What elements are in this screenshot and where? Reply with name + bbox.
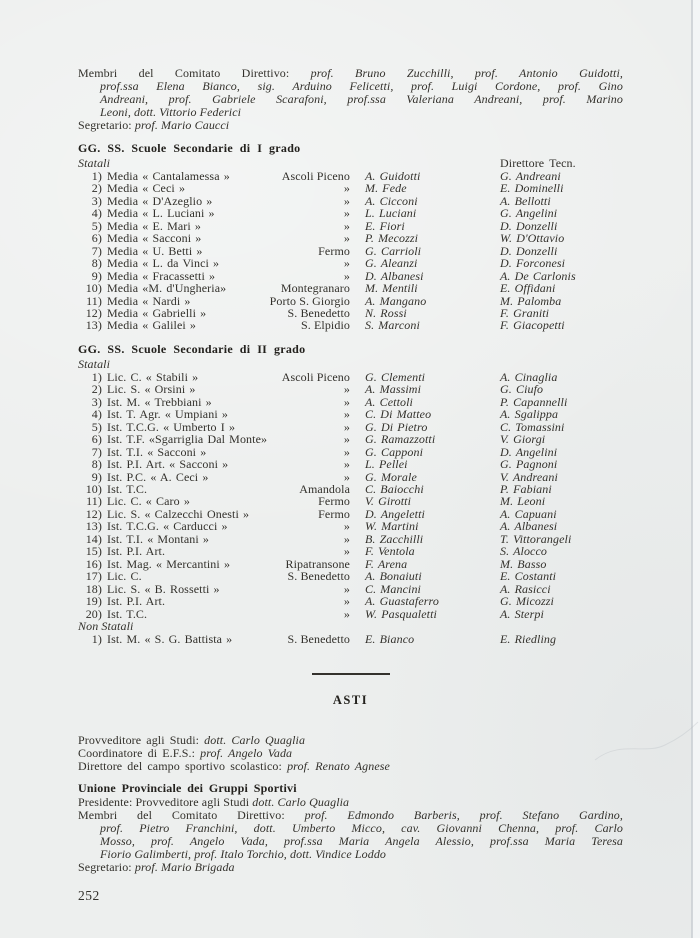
president-name: D. Albanesi	[365, 268, 424, 283]
line-names-text: prof. Edmondo Barberis, prof. Stefano Gardino,	[304, 808, 624, 823]
line-names-text: prof. Mario Brigada	[134, 860, 235, 875]
line-label-text: Segretario:	[78, 860, 135, 875]
director-name: P. Fabiani	[500, 481, 552, 496]
school-name: Lic. C. « Caro »	[107, 494, 190, 509]
subgroup-label: Statali	[78, 356, 111, 371]
president-name: W. Pasqualetti	[365, 606, 437, 621]
school-name: Media « Ceci »	[107, 181, 186, 196]
city-name: »	[343, 193, 350, 208]
official-name: prof. Renato Agnese	[287, 759, 390, 774]
city-name: »	[343, 394, 350, 409]
director-name: D. Donzelli	[500, 218, 558, 233]
director-name: C. Tomassini	[500, 419, 565, 434]
director-column-header: Direttore Tecn.	[500, 156, 576, 170]
director-name: E. Costanti	[500, 569, 557, 584]
city-name: Fermo	[318, 494, 350, 509]
city-name: »	[343, 268, 350, 283]
director-name: E. Offidani	[500, 281, 556, 296]
row-number: 1)	[91, 169, 102, 183]
line-label-text: Presidente: Provveditore agli Studi	[78, 795, 253, 810]
city-name: »	[343, 469, 350, 484]
president-name: C. Mancini	[365, 581, 421, 596]
director-name: W. D'Ottavio	[500, 231, 565, 246]
row-school-city	[102, 545, 350, 557]
page-content	[78, 67, 623, 902]
school-name: Ist. T.C.	[107, 606, 148, 621]
school-name: Media « Cantalamessa »	[107, 169, 230, 183]
director-name: A. De Carlonis	[500, 268, 576, 283]
director-name: D. Donzelli	[500, 243, 558, 258]
table-row	[78, 207, 623, 219]
city-name: S. Benedetto	[287, 305, 350, 320]
president-name: A. Guidotti	[365, 169, 421, 183]
president-name: L. Luciani	[365, 206, 417, 221]
director-name: G. Angelini	[500, 206, 558, 221]
row-number: 13)	[85, 519, 102, 534]
section2-non-statali-table	[78, 633, 623, 645]
line-names-text: prof. Pietro Franchini, dott. Umberto Micco, cav. Giovanni Chenna, prof. Carlo	[100, 821, 623, 836]
row-number: 11)	[86, 293, 102, 308]
row-number: 6)	[91, 231, 102, 246]
asti-officials	[78, 734, 623, 773]
city-name: »	[343, 432, 350, 447]
table-row	[78, 408, 623, 420]
director-name: A. Rasicci	[500, 581, 551, 596]
school-name: Media « E. Mari »	[107, 218, 202, 233]
school-name: Lic. C. « Stabili »	[107, 369, 199, 384]
school-name: Media « Galilei »	[107, 318, 197, 333]
line-names-text: prof.ssa Elena Bianco, sig. Arduino Felicetti, prof. Luigi Cordone, prof. Gino	[100, 79, 623, 93]
row-number: 7)	[91, 243, 102, 258]
city-name: »	[343, 444, 350, 459]
city-name: Amandola	[299, 481, 350, 496]
section2-title: GG. SS. Scuole Secondarie di II grado	[78, 341, 306, 356]
president-name: D. Angeletti	[365, 506, 425, 521]
director-name: E. Riedling	[500, 631, 557, 646]
table-row	[78, 545, 623, 557]
school-name: Media « Sacconi »	[107, 231, 202, 246]
director-name: A. Cinaglia	[500, 369, 558, 384]
school-name: Lic. S. « Calzecchi Onesti »	[107, 506, 250, 521]
school-name: Ist. T.C.G. « Umberto I »	[107, 419, 236, 434]
school-name: Ist. M. « Trebbiani »	[107, 394, 212, 409]
director-name: A. Bellotti	[500, 193, 551, 208]
school-name: Ist. T.C.G. « Carducci »	[107, 519, 228, 534]
city-name: Montegranaro	[280, 281, 350, 296]
school-name: Media «M. d'Ungheria»	[107, 281, 227, 296]
intro-paragraph	[78, 67, 623, 132]
director-name: D. Angelini	[500, 444, 558, 459]
line-names-text: dott. Carlo Quaglia	[252, 795, 350, 810]
official-name: prof. Angelo Vada	[200, 746, 293, 761]
asti-section-title: ASTI	[332, 693, 369, 708]
city-name: Fermo	[318, 506, 350, 521]
row-school-city	[102, 570, 350, 582]
row-school-city	[102, 495, 350, 507]
president-name: F. Ventola	[365, 544, 415, 559]
line-names-text: Mosso, prof. Angelo Vada, prof.ssa Maria Angela Alessio, prof.ssa Maria Teresa	[100, 834, 623, 849]
row-number: 16)	[85, 556, 102, 571]
section2-subheader	[78, 358, 623, 371]
director-name: A. Capuani	[500, 506, 557, 521]
school-name: Ist. T.I. « Montani »	[107, 531, 209, 546]
city-name: Ascoli Piceno	[281, 369, 350, 384]
city-name: »	[343, 218, 350, 233]
city-name: »	[343, 531, 350, 546]
president-name: G. Clementi	[365, 369, 426, 384]
row-number: 20)	[85, 606, 102, 621]
president-name: F. Arena	[365, 556, 408, 571]
row-school-city	[102, 520, 350, 532]
table-row	[78, 257, 623, 269]
city-name: S. Benedetto	[287, 569, 350, 584]
city-name: S. Elpidio	[300, 318, 350, 333]
school-name: Ist. P.I. Art.	[107, 544, 166, 559]
row-number: 3)	[91, 394, 102, 409]
city-name: »	[343, 419, 350, 434]
union-paragraph	[78, 796, 623, 874]
president-name: P. Mecozzi	[365, 231, 419, 246]
president-name: C. Baiocchi	[365, 481, 424, 496]
line-names-text: Leoni, dott. Vittorio Federici	[100, 105, 242, 119]
city-name: Ripatransone	[285, 556, 350, 571]
row-school-city	[102, 319, 350, 331]
president-name: G. Di Pietro	[365, 419, 428, 434]
school-name: Ist. P.I. Art. « Sacconi »	[107, 457, 229, 472]
president-name: A. Massimi	[365, 382, 421, 397]
school-name: Ist. T.C.	[107, 481, 148, 496]
school-name: Ist. T.F. «Sgarriglia Dal Monte»	[107, 432, 268, 447]
row-number: 12)	[85, 305, 102, 320]
row-number: 2)	[91, 382, 102, 397]
row-number: 1)	[91, 369, 102, 384]
president-name: L. Pellei	[365, 457, 408, 472]
president-name: W. Martini	[365, 519, 419, 534]
president-name: G. Aleanzi	[365, 256, 418, 271]
row-school-city	[102, 633, 350, 645]
row-number: 8)	[91, 457, 102, 472]
school-name: Media « L. Luciani »	[107, 206, 215, 221]
official-role: Direttore del campo sportivo scolastico:	[78, 759, 288, 774]
row-number: 12)	[85, 506, 102, 521]
city-name: »	[343, 457, 350, 472]
table-row	[78, 633, 623, 645]
director-name: M. Basso	[500, 556, 547, 571]
paragraph-line	[78, 119, 623, 132]
row-school-city	[102, 433, 350, 445]
table-row	[78, 433, 623, 445]
city-name: »	[343, 231, 350, 246]
president-name: C. Di Matteo	[365, 407, 432, 422]
official-role: Coordinatore di E.F.S.:	[78, 746, 201, 761]
president-name: B. Zacchilli	[365, 531, 424, 546]
city-name: Fermo	[318, 243, 350, 258]
official-line	[78, 760, 623, 773]
row-number: 9)	[91, 268, 102, 283]
director-name: G. Ciufo	[500, 382, 544, 397]
section1-table	[78, 170, 623, 332]
subgroup-label: Statali	[78, 156, 111, 170]
row-number: 1)	[91, 631, 102, 646]
line-names-text: prof. Bruno Zucchilli, prof. Antonio Guidotti,	[310, 66, 623, 80]
row-school-city	[102, 383, 350, 395]
row-number: 5)	[91, 419, 102, 434]
president-name: E. Bianco	[365, 631, 415, 646]
row-school-city	[102, 458, 350, 470]
president-name: M. Fede	[365, 181, 407, 196]
table-row	[78, 383, 623, 395]
school-name: Media « D'Azeglio »	[107, 193, 213, 208]
row-number: 19)	[85, 594, 102, 609]
city-name: »	[343, 519, 350, 534]
director-name: A. Sgalippa	[500, 407, 559, 422]
director-name: G. Andreani	[500, 169, 561, 183]
school-name: Media « Gabrielli »	[107, 305, 207, 320]
table-row	[78, 458, 623, 470]
city-name: »	[343, 544, 350, 559]
row-number: 11)	[86, 494, 102, 509]
school-name: Lic. S. « Orsini »	[107, 382, 196, 397]
row-number: 4)	[91, 407, 102, 422]
city-name: »	[343, 181, 350, 196]
director-name: G. Micozzi	[500, 594, 554, 609]
school-name: Lic. C.	[107, 569, 142, 584]
row-school-city	[102, 608, 350, 620]
row-number: 9)	[91, 469, 102, 484]
section2-table	[78, 371, 623, 620]
city-name: »	[343, 382, 350, 397]
city-name: S. Benedetto	[287, 631, 350, 646]
city-name: »	[343, 581, 350, 596]
director-name: V. Andreani	[500, 469, 558, 484]
city-name: »	[343, 407, 350, 422]
row-school-city	[102, 408, 350, 420]
director-name: M. Leoni	[500, 494, 546, 509]
president-name: A. Cettoli	[365, 394, 413, 409]
school-name: Media « Nardi »	[107, 293, 191, 308]
table-row	[78, 282, 623, 294]
row-number: 5)	[91, 218, 102, 233]
row-number: 4)	[91, 206, 102, 221]
president-name: A. Bonaiuti	[365, 569, 422, 584]
director-name: P. Capannelli	[500, 394, 568, 409]
president-name: S. Marconi	[365, 318, 420, 333]
page-edge-line	[691, 0, 693, 938]
paragraph-line	[78, 861, 623, 874]
row-school-city	[102, 232, 350, 244]
president-name: G. Ramazzotti	[365, 432, 436, 447]
union-title: Unione Provinciale dei Gruppi Sportivi	[78, 781, 297, 796]
school-name: Ist. Mag. « Mercantini »	[107, 556, 231, 571]
table-row	[78, 319, 623, 331]
school-name: Ist. P.C. « A. Ceci »	[107, 469, 209, 484]
director-name: T. Vittorangeli	[500, 531, 572, 546]
subgroup-label-non-statali: Non Statali	[78, 618, 134, 633]
line-names-text: prof. Mario Caucci	[134, 118, 230, 132]
school-name: Ist. T. Agr. « Umpiani »	[107, 407, 228, 422]
row-number: 13)	[85, 318, 102, 333]
row-number: 2)	[91, 181, 102, 196]
table-row	[78, 608, 623, 620]
row-number: 18)	[85, 581, 102, 596]
line-label-text: Membri del Comitato Direttivo:	[78, 66, 311, 80]
row-number: 14)	[85, 531, 102, 546]
official-role: Provveditore agli Studi:	[78, 733, 205, 748]
president-name: E. Fiori	[365, 218, 405, 233]
director-name: S. Alocco	[500, 544, 547, 559]
section-divider	[312, 673, 390, 675]
line-label-text: Segretario:	[78, 118, 135, 132]
row-number: 3)	[91, 193, 102, 208]
table-row	[78, 570, 623, 582]
school-name: Media « L. da Vinci »	[107, 256, 220, 271]
row-school-city	[102, 257, 350, 269]
director-name: A. Albanesi	[500, 519, 558, 534]
president-name: G. Carrioli	[365, 243, 422, 258]
president-name: G. Capponi	[365, 444, 424, 459]
line-names-text: Andreani, prof. Gabriele Scarafoni, prof.ssa Valeriana Andreani, prof. Marino	[100, 92, 623, 106]
line-label-text: Membri del Comitato Direttivo:	[78, 808, 305, 823]
row-number: 8)	[91, 256, 102, 271]
city-name: »	[343, 256, 350, 271]
president-name: V. Girotti	[365, 494, 412, 509]
director-name: G. Pagnoni	[500, 457, 558, 472]
president-name: A. Guastaferro	[365, 594, 439, 609]
school-name: Media « Fracassetti »	[107, 268, 216, 283]
school-name: Ist. M. « S. G. Battista »	[107, 631, 233, 646]
table-row	[78, 520, 623, 532]
page-number: 252	[78, 888, 100, 904]
director-name: F. Graniti	[500, 305, 550, 320]
president-name: A. Cicconi	[365, 193, 418, 208]
director-name: D. Forconesi	[500, 256, 566, 271]
table-row	[78, 232, 623, 244]
row-number: 6)	[91, 432, 102, 447]
page-edge-strip	[692, 0, 700, 938]
director-name: F. Giacopetti	[500, 318, 565, 333]
director-name: M. Palomba	[500, 293, 562, 308]
row-number: 15)	[85, 544, 102, 559]
city-name: Porto S. Giorgio	[269, 293, 350, 308]
row-number: 7)	[91, 444, 102, 459]
director-name: V. Giorgi	[500, 432, 546, 447]
school-name: Ist. T.I. « Sacconi »	[107, 444, 207, 459]
school-name: Lic. S. « B. Rossetti »	[107, 581, 220, 596]
row-school-city	[102, 207, 350, 219]
row-number: 17)	[85, 569, 102, 584]
president-name: M. Mentili	[365, 281, 418, 296]
president-name: G. Morale	[365, 469, 417, 484]
city-name: »	[343, 594, 350, 609]
row-school-city	[102, 282, 350, 294]
row-number: 10)	[85, 281, 102, 296]
city-name: »	[343, 606, 350, 621]
table-row	[78, 495, 623, 507]
director-name: A. Sterpi	[500, 606, 544, 621]
table-row	[78, 595, 623, 607]
city-name: Ascoli Piceno	[281, 169, 350, 183]
row-number: 10)	[85, 481, 102, 496]
president-name: A. Mangano	[365, 293, 427, 308]
row-school-city	[102, 595, 350, 607]
city-name: »	[343, 206, 350, 221]
director-name: E. Dominelli	[500, 181, 564, 196]
official-name: dott. Carlo Quaglia	[204, 733, 306, 748]
school-name: Media « U. Betti »	[107, 243, 203, 258]
school-name: Ist. P.I. Art.	[107, 594, 166, 609]
section1-title: GG. SS. Scuole Secondarie di I grado	[78, 141, 301, 155]
line-names-text: Fiorio Galimberti, prof. Italo Torchio, dott. Vindice Loddo	[100, 847, 387, 862]
president-name: N. Rossi	[365, 305, 407, 320]
